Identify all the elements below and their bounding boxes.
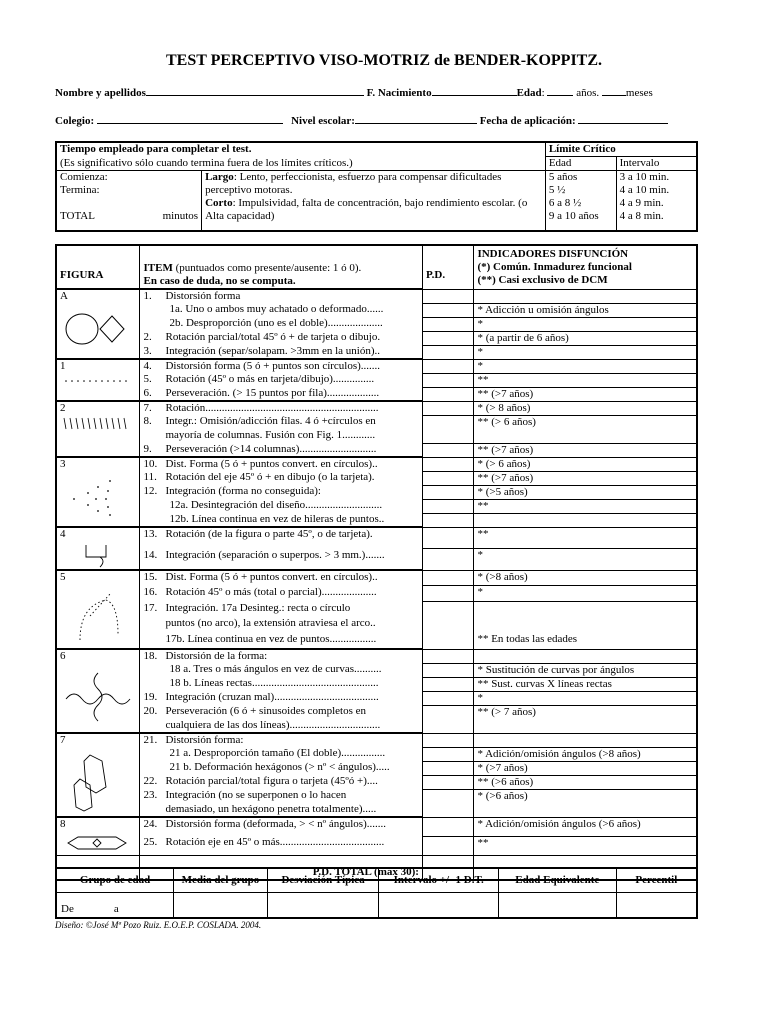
colegio-field[interactable] (97, 114, 283, 124)
item-number: 1. (143, 290, 152, 302)
corto-description: Corto: Impulsividad, falta de concentración, bajo rendimiento escolar. (o Alta capacidad) (205, 197, 528, 222)
item-number: 23. (143, 789, 158, 801)
meses-label: meses (625, 87, 653, 99)
indicator-cell: * (>7 años) (474, 761, 697, 775)
item-cell (140, 549, 422, 571)
figure-cell (56, 359, 140, 401)
col-grupo-edad: Grupo de edad (56, 868, 174, 892)
pd-input-cell[interactable] (422, 513, 474, 527)
item-text: 18 a. Tres o más ángulos en vez de curvas.......... (169, 663, 382, 675)
pd-input-cell[interactable] (422, 761, 474, 775)
tiempo-title: Tiempo empleado para completar el test. (60, 143, 252, 155)
item-cell (140, 747, 422, 761)
item-number: 19. (143, 691, 158, 703)
item-text: Distorsión de la forma: (165, 650, 268, 662)
table-row (56, 429, 697, 443)
indicator-cell: ** (474, 527, 697, 549)
item-text: Integración (forma no conseguida): (165, 485, 321, 497)
largo-description: Largo: Lento, perfeccionista, esfuerzo para compensar dificultades perceptivo motoras. (205, 171, 502, 196)
item-cell (140, 775, 422, 789)
item-text: Rotación (45º o más en tarjeta/dibujo)............... (165, 373, 375, 385)
indicator-cell (474, 513, 697, 527)
pd-input-cell[interactable] (422, 570, 474, 586)
limite-intervalo: 3 a 10 min. (619, 171, 670, 183)
table-row (56, 747, 697, 761)
col-media: Media del grupo (174, 868, 268, 892)
pd-input-cell[interactable] (422, 719, 474, 733)
col-item-header: ITEM (puntuados como presente/ausente: 1 ó 0). En caso de duda, no se computa. (140, 245, 422, 289)
indicator-cell: * (>8 años) (474, 570, 697, 586)
item-text: Perseveración. (> 15 puntos por fila)................... (165, 387, 380, 399)
table-row (56, 633, 697, 649)
indicator-cell (474, 733, 697, 747)
item-text: Integración (separ/solapam. >3mm en la unión).. (165, 345, 381, 357)
table-row (56, 586, 697, 602)
item-number: 24. (143, 818, 158, 830)
pd-total-label: P.D. TOTAL (máx 30): (140, 856, 422, 880)
indicator-cell (474, 602, 697, 618)
col-figura-header: FIGURA (56, 245, 140, 289)
pd-input-cell[interactable] (422, 677, 474, 691)
table-row (56, 761, 697, 775)
item-number: 15. (143, 571, 158, 583)
table-row (56, 345, 697, 359)
indicator-cell: ** (474, 499, 697, 513)
table-row (56, 789, 697, 803)
figure-cell (56, 817, 140, 856)
item-cell (140, 401, 422, 415)
indicator-cell (474, 649, 697, 663)
item-cell (140, 373, 422, 387)
figure-label: 1 (60, 360, 66, 372)
limite-critico-title: Límite Crítico (545, 142, 697, 157)
item-text: Dist. Forma (5 ó + puntos convert. en círculos).. (165, 571, 378, 583)
item-cell (140, 691, 422, 705)
item-cell (140, 663, 422, 677)
table-row (56, 415, 697, 429)
figure-cell (56, 570, 140, 649)
pd-input-cell[interactable] (422, 303, 474, 317)
item-text: 17b. Línea continua en vez de puntos................. (165, 633, 377, 646)
nivel-label: Nivel escolar: (291, 115, 355, 127)
results-table (55, 867, 698, 919)
edad-equivalente-field[interactable] (499, 892, 617, 918)
table-row (56, 733, 697, 747)
table-row (56, 373, 697, 387)
nombre-label: Nombre y apellidos (55, 87, 146, 99)
indicator-cell: * (474, 345, 697, 359)
item-number: 7. (143, 402, 152, 414)
limite-edad: 9 a 10 años (548, 210, 599, 222)
item-text: 21 a. Desproporción tamaño (El doble)................ (169, 747, 386, 759)
item-cell (140, 789, 422, 803)
item-cell (140, 513, 422, 527)
item-number: 25. (143, 836, 158, 849)
table-row (56, 527, 697, 549)
table-row (56, 331, 697, 345)
indicator-cell: ** Sust. curvas X líneas rectas (474, 677, 697, 691)
item-cell (140, 345, 422, 359)
table-row (56, 485, 697, 499)
pd-input-cell[interactable] (422, 817, 474, 836)
col-percentil: Percentil (616, 868, 697, 892)
intervalo-field[interactable] (379, 892, 499, 918)
total-row: TOTAL minutos (60, 210, 199, 222)
figure-cell (56, 457, 140, 527)
indicator-cell: * Sustitución de curvas por ángulos (474, 663, 697, 677)
item-text: cualquiera de las dos líneas)................................. (165, 719, 381, 731)
item-text: Rotación parcial/total figura o tarjeta (45ºó +).... (165, 775, 378, 787)
limite-edad-header: Edad (545, 157, 616, 171)
comienza-label: Comienza: (60, 171, 108, 183)
col-pd-header: P.D. (422, 245, 474, 289)
item-cell (140, 602, 422, 618)
indicator-cell: ** (> 6 años) (474, 415, 697, 429)
pd-input-cell[interactable] (422, 401, 474, 415)
nombre-field[interactable] (146, 86, 364, 96)
indicator-cell: * (a partir de 6 años) (474, 331, 697, 345)
pd-input-cell[interactable] (422, 691, 474, 705)
table-row (56, 401, 697, 415)
item-text: Rotación 45º o más (total o parcial).................... (165, 585, 377, 598)
item-cell (140, 331, 422, 345)
item-text: Rotación............................................................... (165, 402, 379, 414)
item-number: 18. (143, 650, 158, 662)
item-cell (140, 836, 422, 855)
indicator-cell: * (>6 años) (474, 789, 697, 803)
item-text: Distorsión forma (deformada, > < nº ángulos)....... (165, 818, 386, 830)
indicator-cell: * (474, 317, 697, 331)
fecha-field[interactable] (578, 114, 668, 124)
table-row (56, 803, 697, 817)
indicator-cell: ** En todas las edades (477, 633, 578, 646)
item-number: 5. (143, 373, 152, 385)
table-row (56, 317, 697, 331)
table-row (56, 719, 697, 733)
item-text: 12a. Desintegración del diseño............................ (169, 499, 383, 511)
item-cell (140, 570, 422, 586)
anos-label: años. (576, 87, 600, 99)
item-text: Integración (separación o superpos. > 3 mm.)....... (165, 548, 385, 561)
indicator-cell (474, 719, 697, 733)
table-row (56, 836, 697, 855)
figure-2-drawing (60, 415, 136, 433)
table-row (56, 513, 697, 527)
item-cell (140, 617, 422, 633)
item-text: Integración (cruzan mal)...................................... (165, 691, 379, 703)
figure-7-drawing (60, 747, 136, 813)
item-text: Rotación del eje 45º ó + en dibujo (o la tarjeta). (165, 471, 375, 483)
pd-input-cell[interactable] (422, 663, 474, 677)
pd-input-cell[interactable] (422, 775, 474, 789)
table-row (56, 602, 697, 618)
pd-input-cell[interactable] (422, 415, 474, 429)
fecha-label: Fecha de aplicación: (479, 115, 576, 127)
indicator-cell: ** (>7 años) (474, 443, 697, 457)
table-row (56, 649, 697, 663)
pd-input-cell[interactable] (422, 373, 474, 387)
header-line-2 (55, 114, 668, 127)
pd-input-cell[interactable] (422, 471, 474, 485)
edad-anos-field[interactable] (547, 86, 573, 96)
items-table (55, 244, 698, 881)
pd-input-cell[interactable] (422, 331, 474, 345)
limite-edad: 5 años (548, 171, 578, 183)
figure-label: A (60, 290, 68, 302)
item-text: 12b. Línea continua en vez de hileras de puntos.. (169, 513, 385, 525)
pd-input-cell[interactable] (422, 387, 474, 401)
pd-input-cell[interactable] (422, 803, 474, 817)
item-text: 1a. Uno o ambos muy achatado o deformado...... (169, 303, 384, 315)
item-number: 20. (143, 705, 158, 717)
item-number: 4. (143, 360, 152, 372)
item-number: 8. (143, 415, 152, 427)
pd-input-cell[interactable] (422, 499, 474, 513)
item-cell (140, 415, 422, 429)
nivel-field[interactable] (355, 114, 477, 124)
indicator-cell: ** (>7 años) (474, 471, 697, 485)
item-number: 2. (143, 331, 152, 343)
indicator-cell: * (474, 359, 697, 373)
table-row (56, 570, 697, 586)
figure-cell (56, 733, 140, 817)
table-row (56, 359, 697, 373)
item-cell (140, 387, 422, 401)
indicator-cell: * Adicción u omisión ángulos (474, 303, 697, 317)
pd-input-cell[interactable] (422, 733, 474, 747)
pd-input-cell[interactable] (422, 789, 474, 803)
indicator-cell: ** (474, 373, 697, 387)
figure-3-drawing (60, 471, 136, 517)
indicator-cell (474, 429, 697, 443)
pd-input-cell[interactable] (422, 457, 474, 471)
edad-meses-field[interactable] (602, 86, 626, 96)
item-text: Distorsión forma: (165, 734, 244, 746)
figure-cell (56, 527, 140, 570)
item-cell (140, 457, 422, 471)
item-cell (140, 817, 422, 836)
table-row (56, 617, 697, 633)
item-text: 2b. Desproporción (uno es el doble).................... (169, 317, 383, 329)
item-text: Distorsión forma (165, 290, 241, 302)
figure-label: 4 (60, 528, 66, 540)
indicator-cell: ** (> 7 años) (474, 705, 697, 719)
item-text: mayoría de columnas. Fusión con Fig. 1............ (165, 429, 376, 441)
figure-label: 5 (60, 571, 66, 583)
page-title: TEST PERCEPTIVO VISO-MOTRIZ de BENDER-KOPPITZ. (165, 52, 603, 69)
item-cell (140, 527, 422, 549)
figure-cell (56, 289, 140, 359)
item-text: Perseveración (>14 columnas)............................ (165, 443, 377, 455)
table-row (56, 677, 697, 691)
pd-input-cell[interactable] (422, 836, 474, 855)
item-number: 13. (143, 528, 158, 540)
item-cell (140, 289, 422, 303)
item-number: 3. (143, 345, 152, 357)
figure-label: 3 (60, 458, 66, 470)
limite-intervalo: 4 a 10 min. (619, 184, 670, 196)
table-row (56, 691, 697, 705)
pd-input-cell[interactable] (422, 747, 474, 761)
item-cell (140, 303, 422, 317)
item-cell (140, 499, 422, 513)
col-desviacion: Desviación Típica (267, 868, 379, 892)
edad-label: Edad (516, 87, 542, 99)
table-row (56, 471, 697, 485)
col-edad-equivalente: Edad Equivalente (499, 868, 617, 892)
item-number: 14. (143, 548, 158, 561)
indicator-cell: * (>5 años) (474, 485, 697, 499)
col-intervalo: Intervalo +/- 1 D.T. (379, 868, 499, 892)
item-cell (140, 317, 422, 331)
figure-label: 8 (60, 818, 66, 830)
indicator-cell: * (474, 549, 697, 571)
table-row (56, 499, 697, 513)
pd-input-cell[interactable] (422, 633, 474, 649)
figure-cell (56, 401, 140, 457)
item-text: Dist. Forma (5 ó + puntos convert. en círculos).. (165, 458, 378, 470)
colegio-label: Colegio: (55, 115, 95, 127)
item-text: Integr.: Omisión/adicción filas. 4 ó +círculos en (165, 415, 376, 427)
indicator-cell: * Adición/omisión ángulos (>6 años) (474, 817, 697, 836)
limite-intervalo-header: Intervalo (616, 157, 697, 171)
indicator-cell: * (> 8 años) (474, 401, 697, 415)
item-cell (140, 633, 422, 649)
item-cell (140, 719, 422, 733)
item-cell (140, 485, 422, 499)
item-number: 6. (143, 387, 152, 399)
indicator-cell: ** (>7 años) (474, 387, 697, 401)
item-number: 22. (143, 775, 158, 787)
pd-input-cell[interactable] (422, 602, 474, 618)
item-cell (140, 677, 422, 691)
table-row (56, 817, 697, 836)
table-row (56, 443, 697, 457)
pd-input-cell[interactable] (422, 429, 474, 443)
item-cell (140, 429, 422, 443)
figure-a-drawing (60, 303, 136, 349)
pd-input-cell[interactable] (422, 586, 474, 602)
nacimiento-label: F. Nacimiento (366, 87, 432, 99)
nacimiento-field[interactable] (432, 86, 517, 96)
item-cell (140, 705, 422, 719)
item-text: 18 b. Líneas rectas.............................................. (169, 677, 379, 689)
pd-input-cell[interactable] (422, 345, 474, 359)
indicator-cell: * (> 6 años) (474, 457, 697, 471)
limite-intervalo: 4 a 8 min. (619, 210, 664, 222)
item-cell (140, 471, 422, 485)
item-number: 12. (143, 485, 158, 497)
item-number: 10. (143, 458, 158, 470)
pd-input-cell[interactable] (422, 485, 474, 499)
item-number: 21. (143, 734, 158, 746)
table-row (56, 387, 697, 401)
figure-label: 7 (60, 734, 66, 746)
limite-edad: 5 ½ (548, 184, 566, 196)
tiempo-note: (Es significativo sólo cuando termina fuera de los límites críticos.) (56, 157, 545, 171)
pd-input-cell[interactable] (422, 617, 474, 633)
table-row (56, 457, 697, 471)
table-row (56, 663, 697, 677)
desviacion-field[interactable] (267, 892, 379, 918)
item-cell (140, 649, 422, 663)
table-row (56, 289, 697, 303)
figure-6-drawing (60, 663, 136, 723)
table-row (56, 303, 697, 317)
item-cell (140, 733, 422, 747)
pd-input-cell[interactable] (422, 359, 474, 373)
indicator-cell (474, 289, 697, 303)
item-text: demasiado, un hexágono penetra totalmente)..... (165, 803, 377, 815)
figure-1-drawing (60, 373, 136, 389)
item-text: Rotación eje en 45º o más...................................... (165, 836, 385, 849)
item-text: puntos (no arco), la extensión atraviesa el arco.. (165, 617, 376, 630)
grupo-edad-field[interactable]: De a (56, 892, 174, 918)
indicator-cell: * (474, 691, 697, 705)
item-text: Integración (no se superponen o lo hacen (165, 789, 347, 801)
footer-credit: Diseño: ©José Mª Pozo Ruiz. E.O.E.P. COSLADA. 2004. (55, 920, 262, 930)
item-text: Distorsión forma (5 ó + puntos son círculos)....... (165, 360, 381, 372)
limite-edad: 6 a 8 ½ (548, 197, 582, 209)
item-text: Rotación (de la figura o parte 45º, o de tarjeta). (165, 528, 373, 540)
indicator-cell (474, 803, 697, 817)
header-line-1: Nombre y apellidos F. Nacimiento Edad: años. meses (55, 87, 653, 99)
figure-4-drawing (60, 541, 136, 569)
indicator-cell: ** (474, 836, 697, 855)
item-text: 21 b. Deformación hexágonos (> nº < ángulos)..... (169, 761, 390, 773)
table-row (56, 705, 697, 719)
item-number: 17. (143, 601, 158, 614)
pd-input-cell[interactable] (422, 649, 474, 663)
figure-label: 6 (60, 650, 66, 662)
item-number: 16. (143, 585, 158, 598)
item-cell (140, 761, 422, 775)
indicator-cell: * Adición/omisión ángulos (>8 años) (474, 747, 697, 761)
indicator-cell: ** (>6 años) (474, 775, 697, 789)
pd-input-cell[interactable] (422, 317, 474, 331)
table-row (56, 775, 697, 789)
item-cell (140, 359, 422, 373)
pd-input-cell[interactable] (422, 443, 474, 457)
indicator-cell (474, 617, 697, 633)
item-cell (140, 443, 422, 457)
item-number: 9. (143, 443, 152, 455)
table-row (56, 549, 697, 571)
figure-cell (56, 649, 140, 733)
figure-5-drawing (60, 584, 136, 648)
item-text: Rotación parcial/total 45º ó + de tarjeta o dibujo. (165, 331, 381, 343)
figure-label: 2 (60, 402, 66, 414)
item-number: 11. (143, 471, 157, 483)
limite-intervalo: 4 a 9 min. (619, 197, 664, 209)
pd-input-cell[interactable] (422, 705, 474, 719)
item-cell (140, 803, 422, 817)
tiempo-table (55, 141, 698, 232)
pd-input-cell[interactable] (422, 289, 474, 303)
pd-input-cell[interactable] (422, 527, 474, 549)
indicator-cell: * (474, 586, 697, 602)
item-text: Perseveración (6 ó + sinusoides completos en (165, 705, 366, 717)
item-text: Integración. 17a Desinteg.: recta o círculo (165, 601, 351, 614)
media-field[interactable] (174, 892, 268, 918)
percentil-field[interactable] (616, 892, 697, 918)
col-indicadores-header: INDICADORES DISFUNCIÓN (*) Común. Inmadurez funcional (**) Casi exclusivo de DCM (474, 245, 697, 289)
pd-input-cell[interactable] (422, 549, 474, 571)
figure-8-drawing (60, 831, 136, 855)
termina-label: Termina: (60, 184, 100, 196)
item-cell (140, 586, 422, 602)
